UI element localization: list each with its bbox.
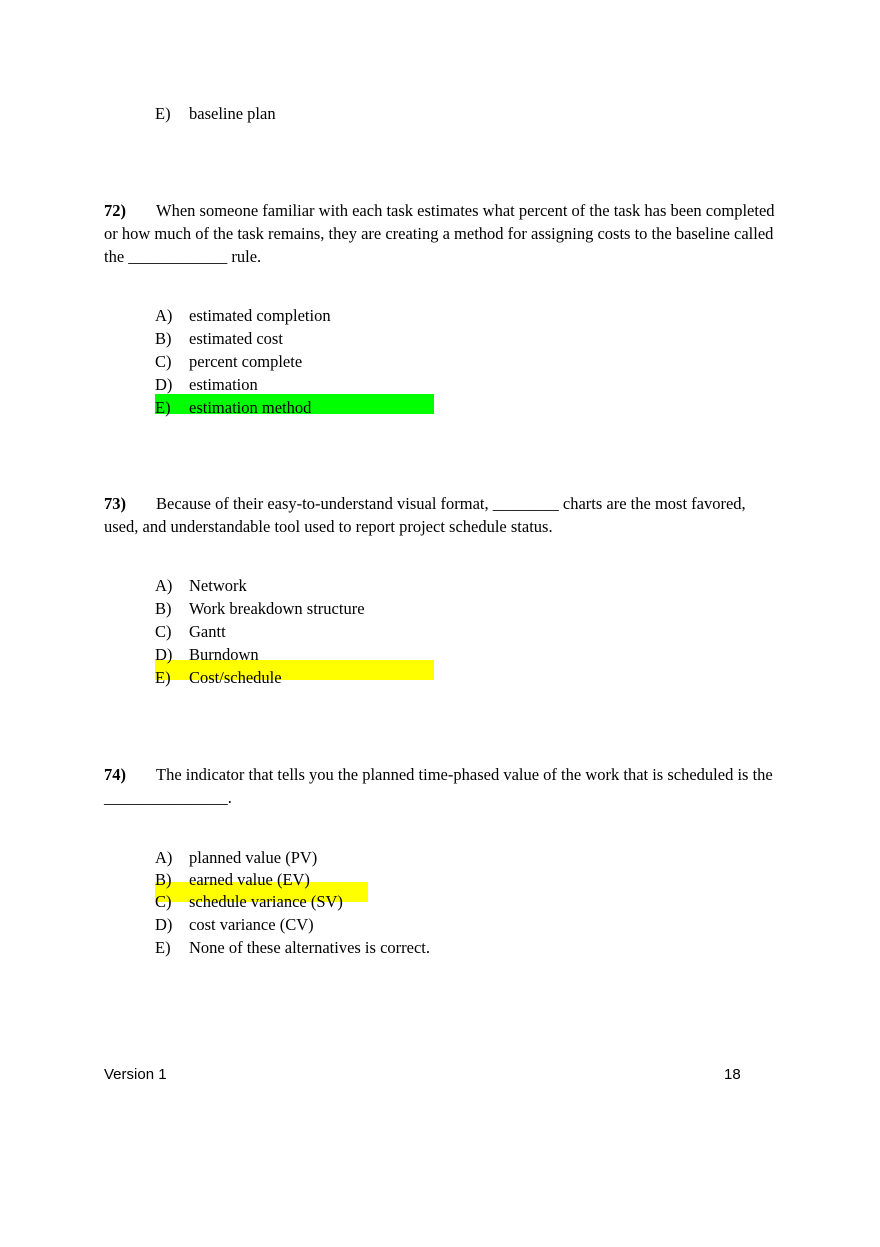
option-item: A) Network: [155, 576, 247, 595]
option-item: B) Work breakdown structure: [155, 599, 365, 618]
option-item: B) estimated cost: [155, 329, 283, 348]
question-72: [104, 199, 784, 268]
question-text: Because of their easy-to-understand visual format, ________ charts are the most favored, used, and understandable tool used to report project schedule status.: [104, 494, 746, 536]
option-item: C) Gantt: [155, 622, 226, 641]
footer-version: Version 1: [104, 1066, 167, 1083]
footer-page-number: 18: [724, 1066, 741, 1083]
option-item-answer: E) Cost/schedule: [155, 668, 282, 687]
option-item: A) planned value (PV): [155, 848, 318, 867]
option-item: D) estimation: [155, 375, 258, 394]
question-number: 72): [104, 201, 126, 220]
question-73: [104, 492, 784, 538]
option-item: D) cost variance (CV): [155, 915, 314, 934]
option-item-answer: C) schedule variance (SV): [155, 892, 343, 911]
option-item: A) estimated completion: [155, 306, 331, 325]
question-text: When someone familiar with each task estimates what percent of the task has been completed or how much of the task remains, they are creating a method for assigning costs to the baseline called the ____________ rule.: [104, 201, 775, 266]
option-item: D) Burndown: [155, 645, 259, 664]
question-number: 73): [104, 494, 126, 513]
option-item-answer: E) estimation method: [155, 398, 312, 417]
option-item: C) percent complete: [155, 352, 303, 371]
question-number: 74): [104, 765, 126, 784]
option-item: E) baseline plan: [155, 104, 276, 123]
option-item: E) None of these alternatives is correct.: [155, 938, 430, 957]
option-item: B) earned value (EV): [155, 870, 310, 889]
question-text: The indicator that tells you the planned time-phased value of the work that is scheduled is the _______________.: [104, 765, 773, 807]
question-74: [104, 763, 784, 809]
